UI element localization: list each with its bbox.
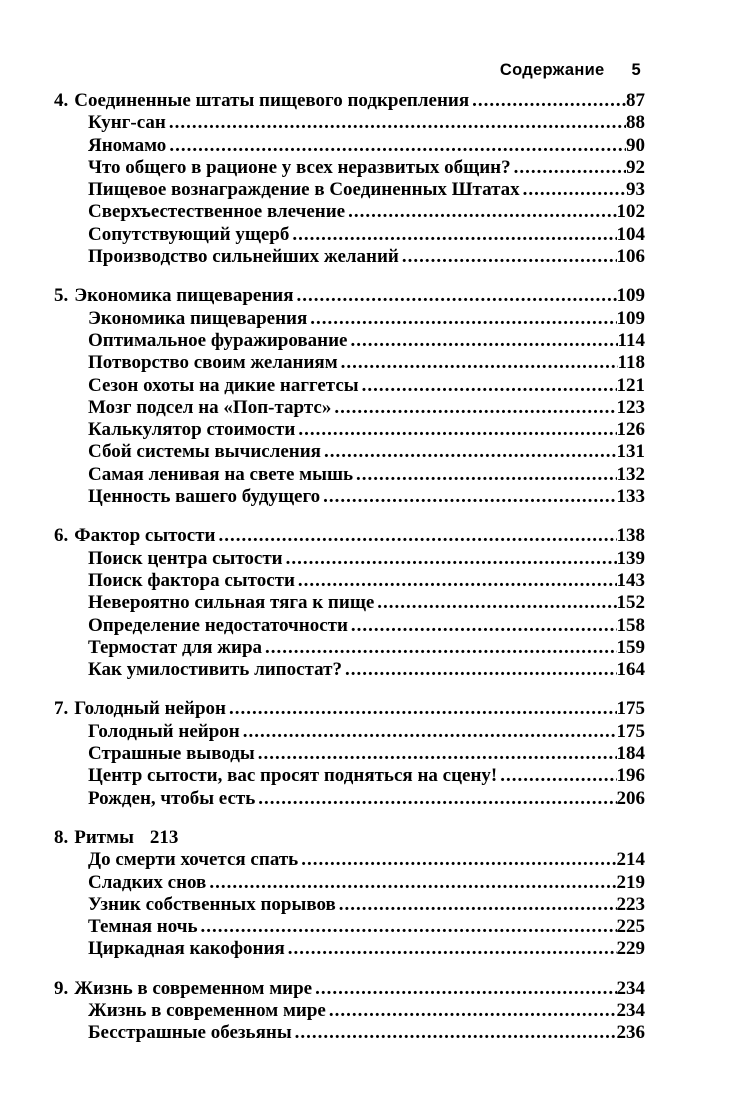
entry-title: Ценность вашего будущего [88,486,321,508]
toc-chapter-row [54,525,645,547]
dot-leader [356,464,616,486]
dot-leader [348,201,616,223]
toc-entry-row [54,570,645,592]
dot-leader [315,978,616,1000]
entry-page-number: 206 [616,787,645,809]
dot-leader [341,352,618,374]
toc-entry-row [54,1000,645,1022]
toc-chapter-row [54,90,645,112]
toc-entry-row [54,659,645,681]
entry-page-number: 234 [616,999,645,1021]
entry-title: Поиск центра сытости [88,547,283,569]
toc-chapter-row [54,978,645,1000]
toc [54,90,645,1045]
entry-page-number: 225 [616,916,645,938]
dot-leader [523,179,626,201]
dot-leader [310,308,616,330]
entry-title: Яномамо [88,134,167,156]
toc-entry-row [54,1022,645,1044]
entry-title: Циркадная какофония [88,938,285,960]
entry-title: Темная ночь [88,916,198,938]
toc-entry-row [54,916,645,938]
entry-page-number: 92 [626,156,645,178]
entry-title: Голодный нейрон [88,720,240,742]
entry-title: Бесстрашные обезьяны [88,1022,292,1044]
chapter-page-number: 87 [626,90,645,111]
header-title: Содержание [499,61,605,79]
header-page-number: 5 [631,61,641,79]
entry-page-number: 126 [616,419,645,441]
chapter-number: 8. [54,826,69,848]
toc-entry-row [54,765,645,787]
toc-entry-row [54,743,645,765]
dot-leader [169,112,626,134]
chapter-number: 5. [54,285,69,307]
entry-page-number: 109 [616,307,645,329]
toc-entry-row [54,615,645,637]
dot-leader [297,285,617,307]
chapter-page-number: 138 [616,525,645,547]
toc-section [54,285,645,508]
entry-title: Центр сытости, вас просят подняться на сцену! [88,765,498,787]
entry-page-number: 143 [616,569,645,591]
toc-entry-row [54,938,645,960]
dot-leader [334,397,616,419]
entry-title: Жизнь в современном мире [88,999,326,1021]
toc-section [54,525,645,681]
toc-entry-row [54,157,645,179]
toc-entry-row [54,224,645,246]
entry-page-number: 159 [616,636,645,658]
chapter-page-number: 213 [149,826,179,848]
entry-title: Определение недостаточности [88,614,348,636]
chapter-number: 7. [54,698,69,720]
dot-leader [295,1022,617,1044]
entry-page-number: 196 [616,765,645,787]
entry-title: Страшные выводы [88,743,255,765]
toc-entry-row [54,112,645,134]
entry-title: Узник собственных порывов [88,893,336,915]
entry-page-number: 114 [617,329,645,351]
toc-section [54,978,645,1045]
entry-title: Кунг-сан [88,112,166,134]
entry-page-number: 219 [616,871,645,893]
chapter-title: Ритмы [74,826,134,848]
toc-entry-row [54,592,645,614]
toc-section [54,827,645,961]
entry-title: Потворство своим желаниям [88,352,338,374]
entry-page-number: 132 [616,463,645,485]
entry-page-number: 133 [616,486,645,508]
toc-entry-row [54,397,645,419]
toc-entry-row [54,330,645,352]
dot-leader [350,330,617,352]
entry-page-number: 123 [616,396,645,418]
dot-leader [243,721,617,743]
entry-page-number: 152 [616,592,645,614]
toc-section [54,698,645,809]
toc-entry-row [54,548,645,570]
entry-page-number: 164 [616,659,645,681]
chapter-page-number: 109 [616,285,645,307]
toc-chapter-row [54,698,645,720]
dot-leader [298,419,616,441]
dot-leader [301,849,616,871]
running-header [54,61,641,80]
entry-page-number: 118 [617,352,645,374]
toc-entry-row [54,788,645,810]
entry-page-number: 93 [626,179,645,201]
dot-leader [345,659,617,681]
chapter-number: 9. [54,977,69,999]
chapter-title: Соединенные штаты пищевого подкрепления [74,90,470,111]
entry-page-number: 90 [626,134,645,156]
chapter-title: Экономика пищеварения [74,285,294,307]
dot-leader [229,698,617,720]
chapter-number: 4. [54,90,69,111]
entry-title: Как умилостивить липостат? [88,659,342,681]
dot-leader [323,486,616,508]
entry-page-number: 223 [616,893,645,915]
entry-title: Сверхъестественное влечение [88,201,346,223]
dot-leader [339,894,617,916]
dot-leader [298,570,617,592]
entry-page-number: 104 [616,223,645,245]
chapter-title: Голодный нейрон [74,698,226,720]
entry-title: Калькулятор стоимости [88,419,296,441]
entry-title: Самая ленивая на свете мышь [88,463,354,485]
entry-title: Что общего в рационе у всех неразвитых общин? [88,156,511,178]
entry-title: Мозг подсел на «Поп-тартс» [88,396,332,418]
toc-entry-row [54,464,645,486]
entry-page-number: 158 [616,614,645,636]
dot-leader [169,135,626,157]
dot-leader [402,246,617,268]
toc-entry-row [54,135,645,157]
dot-leader [500,765,616,787]
dot-leader [377,592,616,614]
entry-page-number: 214 [616,849,645,871]
toc-entry-row [54,419,645,441]
chapter-page-number: 234 [616,977,645,999]
entry-title: Поиск фактора сытости [88,569,295,591]
entry-title: Сопутствующий ущерб [88,223,290,245]
toc-chapter-row [54,827,645,849]
toc-entry-row [54,179,645,201]
entry-title: Пищевое вознаграждение в Соединенных Штатах [88,179,520,201]
toc-entry-row [54,352,645,374]
entry-page-number: 236 [616,1022,645,1044]
entry-title: Производство сильнейших желаний [88,246,399,268]
dot-leader [286,548,617,570]
entry-page-number: 229 [616,938,645,960]
entry-title: Экономика пищеварения [88,307,308,329]
dot-leader [218,525,616,547]
toc-entry-row [54,637,645,659]
entry-page-number: 175 [616,720,645,742]
entry-title: Оптимальное фуражирование [88,329,348,351]
dot-leader [324,441,617,463]
chapter-title: Жизнь в современном мире [74,977,313,999]
chapter-title: Фактор сытости [74,525,216,547]
dot-leader [329,1000,617,1022]
entry-page-number: 106 [616,246,645,268]
dot-leader [265,637,616,659]
dot-leader [258,788,616,810]
entry-title: Термостат для жира [88,636,263,658]
entry-title: Невероятно сильная тяга к пище [88,592,375,614]
toc-entry-row [54,721,645,743]
dot-leader [258,743,617,765]
entry-page-number: 184 [616,743,645,765]
entry-page-number: 131 [616,441,645,463]
toc-entry-row [54,246,645,268]
entry-title: Сезон охоты на дикие наггетсы [88,374,359,396]
toc-entry-row [54,308,645,330]
entry-title: До смерти хочется спать [88,849,299,871]
toc-entry-row [54,441,645,463]
toc-entry-row [54,486,645,508]
entry-title: Сладких снов [88,871,207,893]
dot-leader [362,375,617,397]
dot-leader [472,90,626,112]
entry-page-number: 121 [616,374,645,396]
toc-entry-row [54,375,645,397]
toc-entry-row [54,849,645,871]
toc-chapter-row [54,285,645,307]
chapter-number: 6. [54,525,69,547]
dot-leader [351,615,617,637]
dot-leader [288,938,617,960]
toc-entry-row [54,894,645,916]
entry-page-number: 88 [626,112,645,134]
toc-section [54,90,645,268]
entry-page-number: 102 [616,201,645,223]
toc-entry-row [54,872,645,894]
dot-leader [292,224,616,246]
chapter-page-number: 175 [616,698,645,720]
dot-leader [201,916,617,938]
toc-entry-row [54,201,645,223]
dot-leader [514,157,626,179]
dot-leader [209,872,616,894]
entry-title: Сбой системы вычисления [88,441,321,463]
entry-page-number: 139 [616,547,645,569]
entry-title: Рожден, чтобы есть [88,787,256,809]
